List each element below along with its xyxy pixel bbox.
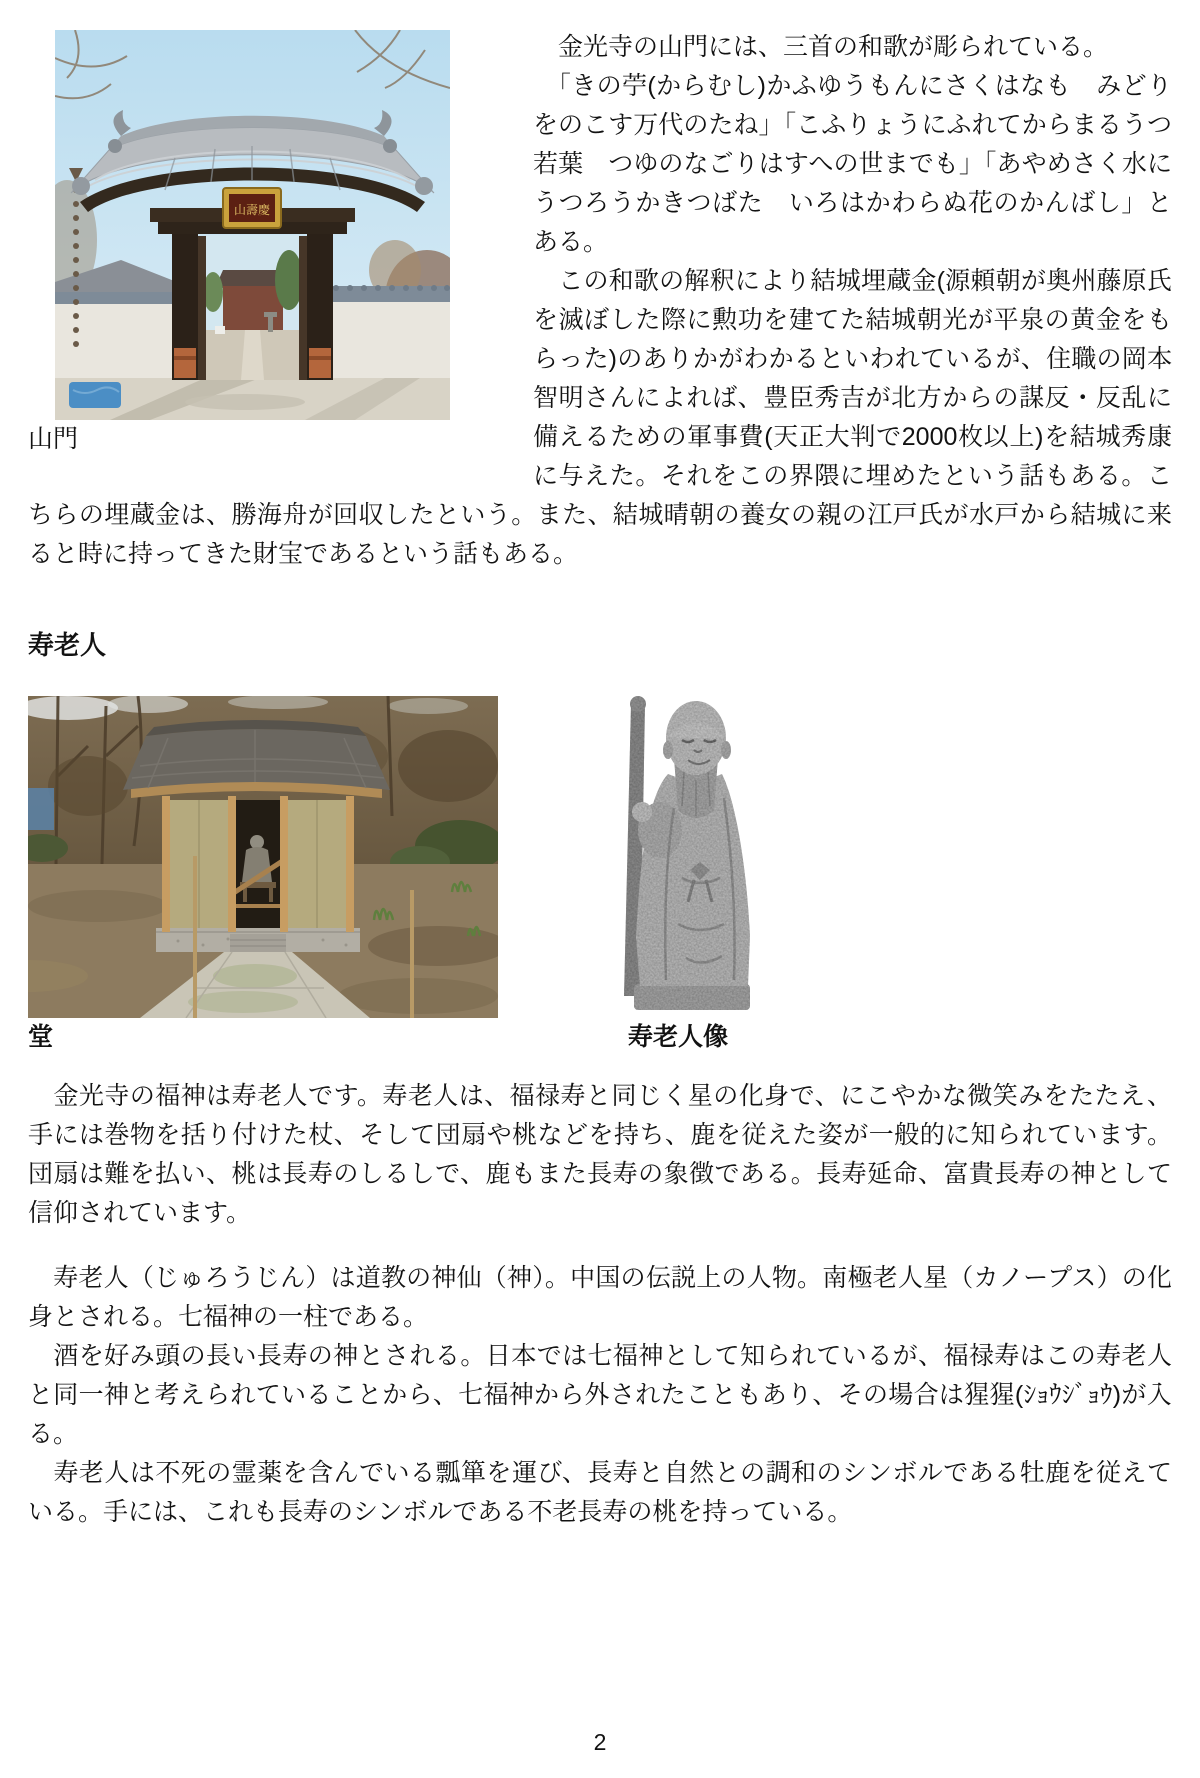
jurojin-heading: 寿老人: [28, 630, 107, 660]
statue-figure: [578, 688, 778, 1057]
jurojin-hall-photo: [28, 696, 498, 1018]
page-number: 2: [593, 1729, 607, 1755]
paragraph-jurojin-4: 寿老人は不死の霊薬を含んでいる瓢箪を運び、長寿と自然との調和のシンボルである牡鹿を従えている。手には、これも長寿のシンボルである不老長寿の桃を持っている。: [28, 1459, 1172, 1526]
hall-figure: [28, 696, 498, 1057]
hall-caption: 堂: [28, 1023, 54, 1051]
paragraph-sanmon-3: この和歌の解釈により結城埋蔵金(源頼朝が奥州藤原氏を滅ぼした際に勲功を建てた結城朝光が平泉の黄金をもらった)のありかがわかるといわれているが、住職の岡本智明さんによれば、豊臣秀吉が北方からの謀反・反乱に備えるための軍事費(天正大判で2000枚以上)を結城秀康に与えた。それをこの界隈に埋めたという話もある。こちらの埋蔵金は、勝海舟が回収したという。また、結城晴朝の養女の親の江戸氏が水戸から結城に来ると時に持ってきた財宝であるという話もある。: [28, 267, 1172, 568]
temple-gate-photo: [55, 30, 450, 420]
paragraph-jurojin-3: 酒を好み頭の長い長寿の神とされる。日本では七福神として知られているが、福禄寿はこの寿老人と同一神と考えられていることから、七福神から外されたこともあり、その場合は猩猩(ｼｮｳｼﾞｮｳ)が入る。: [28, 1342, 1172, 1448]
statue-caption: 寿老人像: [627, 1023, 728, 1051]
paragraph-sanmon-2: 「きの苧(からむし)かふゆうもんにさくはなも みどりをのこす万代のたね」「こふりょうにふれてからまるうつ若葉 つゆのなごりはすへの世までも」「あやめさく水にうつろうかきつばた いろはかわらぬ花のかんばし」とある。: [533, 72, 1172, 256]
gate-caption: 山門: [28, 425, 79, 453]
jurojin-figure-row: [28, 688, 1172, 1057]
jurojin-statue-photo: [578, 688, 778, 1018]
gate-plaque-text: 山壽慶: [233, 203, 271, 217]
jurojin-hall-illustration: [28, 696, 498, 1018]
jurojin-statue-illustration: [578, 688, 778, 1018]
gate-figure: [28, 30, 533, 459]
paragraph-jurojin-2: 寿老人（じゅろうじん）は道教の神仙（神）。中国の伝説上の人物。南極老人星（カノープス）の化身とされる。七福神の一柱である。: [28, 1264, 1172, 1331]
paragraph-sanmon-1: 金光寺の山門には、三首の和歌が彫られている。: [533, 33, 1109, 61]
temple-gate-illustration: [55, 30, 450, 420]
section-sanmon: [28, 28, 1172, 574]
paragraph-jurojin-1: 金光寺の福神は寿老人です。寿老人は、福禄寿と同じく星の化身で、にこやかな微笑みをたたえ、手には巻物を括り付けた杖、そして団扇や桃などを持ち、鹿を従えた姿が一般的に知られています。団扇は難を払い、桃は長寿のしるしで、鹿もまた長寿の象徴である。長寿延命、富貴長寿の神として信仰されています。: [28, 1082, 1172, 1227]
